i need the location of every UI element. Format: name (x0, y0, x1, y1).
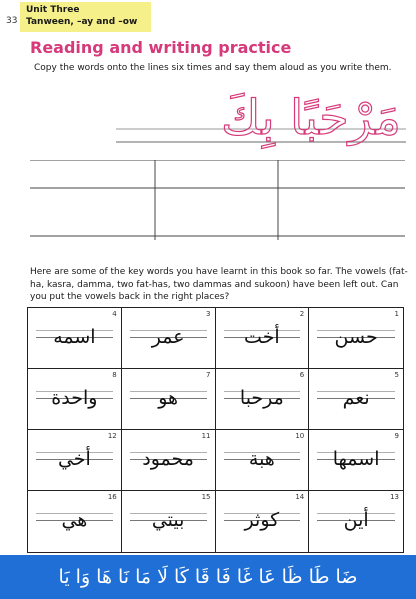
word-cell-16 (28, 491, 122, 552)
vocabulary-grid (27, 307, 404, 553)
cell-number: 6 (299, 371, 305, 379)
arabic-word: أخت (244, 326, 280, 348)
word-cell-5 (309, 369, 403, 430)
outline-word-text: مَرْحَبًا بِكَ (220, 90, 401, 146)
arabic-word: نعم (342, 387, 370, 409)
cell-number: 14 (295, 493, 305, 501)
cell-number: 7 (206, 371, 211, 379)
arabic-word: هبة (248, 448, 275, 470)
writing-practice-grid (30, 160, 405, 240)
word-cell-9 (309, 430, 403, 491)
arabic-word: أخي (57, 448, 91, 470)
cell-number: 3 (206, 310, 211, 318)
unit-label-box (20, 2, 151, 32)
cell-number: 15 (201, 493, 211, 501)
arabic-word: كوثر (244, 509, 280, 531)
word-cell-7 (122, 369, 216, 430)
word-cell-10 (216, 430, 310, 491)
arabic-word: حسن (334, 326, 378, 348)
cell-number: 13 (390, 493, 399, 501)
cell-number: 5 (394, 371, 399, 379)
section-heading: Reading and writing practice (30, 38, 292, 57)
cell-number: 12 (107, 432, 117, 440)
copy-instruction: Copy the words onto the lines six times and say them aloud as you write them. (34, 63, 392, 73)
alphabet-footer-bar (0, 555, 416, 599)
word-cell-11 (122, 430, 216, 491)
arabic-word: محمود (142, 448, 194, 470)
word-cell-6 (216, 369, 310, 430)
word-cell-12 (28, 430, 122, 491)
cell-number: 9 (394, 432, 399, 440)
arabic-word: عمر (151, 326, 185, 348)
cell-number: 8 (112, 371, 117, 379)
cell-number: 10 (295, 432, 305, 440)
word-cell-2 (216, 308, 310, 369)
arabic-word: بيتي (151, 509, 185, 531)
word-cell-8 (28, 369, 122, 430)
arabic-word: اسمها (332, 448, 380, 470)
word-cell-4 (28, 308, 122, 369)
word-cell-13 (309, 491, 403, 552)
word-cell-1 (309, 308, 403, 369)
arabic-word: اسمه (53, 326, 96, 348)
arabic-word: واحدة (51, 387, 98, 409)
alphabet-letters: ضَا طَا ظَا عَا غَا فَا قَا كَا لَا مَا نَا هَا وَا يَا (58, 566, 358, 588)
unit-subtitle: Tanween, –ay and –ow (26, 17, 138, 27)
cell-number: 11 (201, 432, 211, 440)
arabic-word: هي (61, 509, 88, 531)
page-number: 33 (6, 16, 18, 26)
unit-title: Unit Three (26, 5, 80, 15)
word-cell-15 (122, 491, 216, 552)
arabic-word: أين (343, 509, 369, 531)
arabic-word: هو (158, 387, 179, 409)
arabic-word: مرحبا (239, 387, 284, 409)
cell-number: 2 (299, 310, 305, 318)
cell-number: 16 (107, 493, 117, 501)
cell-number: 4 (112, 310, 117, 318)
outline-arabic-word (116, 68, 406, 163)
vowels-instruction: Here are some of the key words you have learnt in this book so far. The vowels (fat-ha, kasra, damma, two fat-has, two dammas and sukoon) have been left out. Can you put the vowels back in the right places? (30, 267, 408, 302)
word-cell-3 (122, 308, 216, 369)
cell-number: 1 (394, 310, 399, 318)
word-cell-14 (216, 491, 310, 552)
